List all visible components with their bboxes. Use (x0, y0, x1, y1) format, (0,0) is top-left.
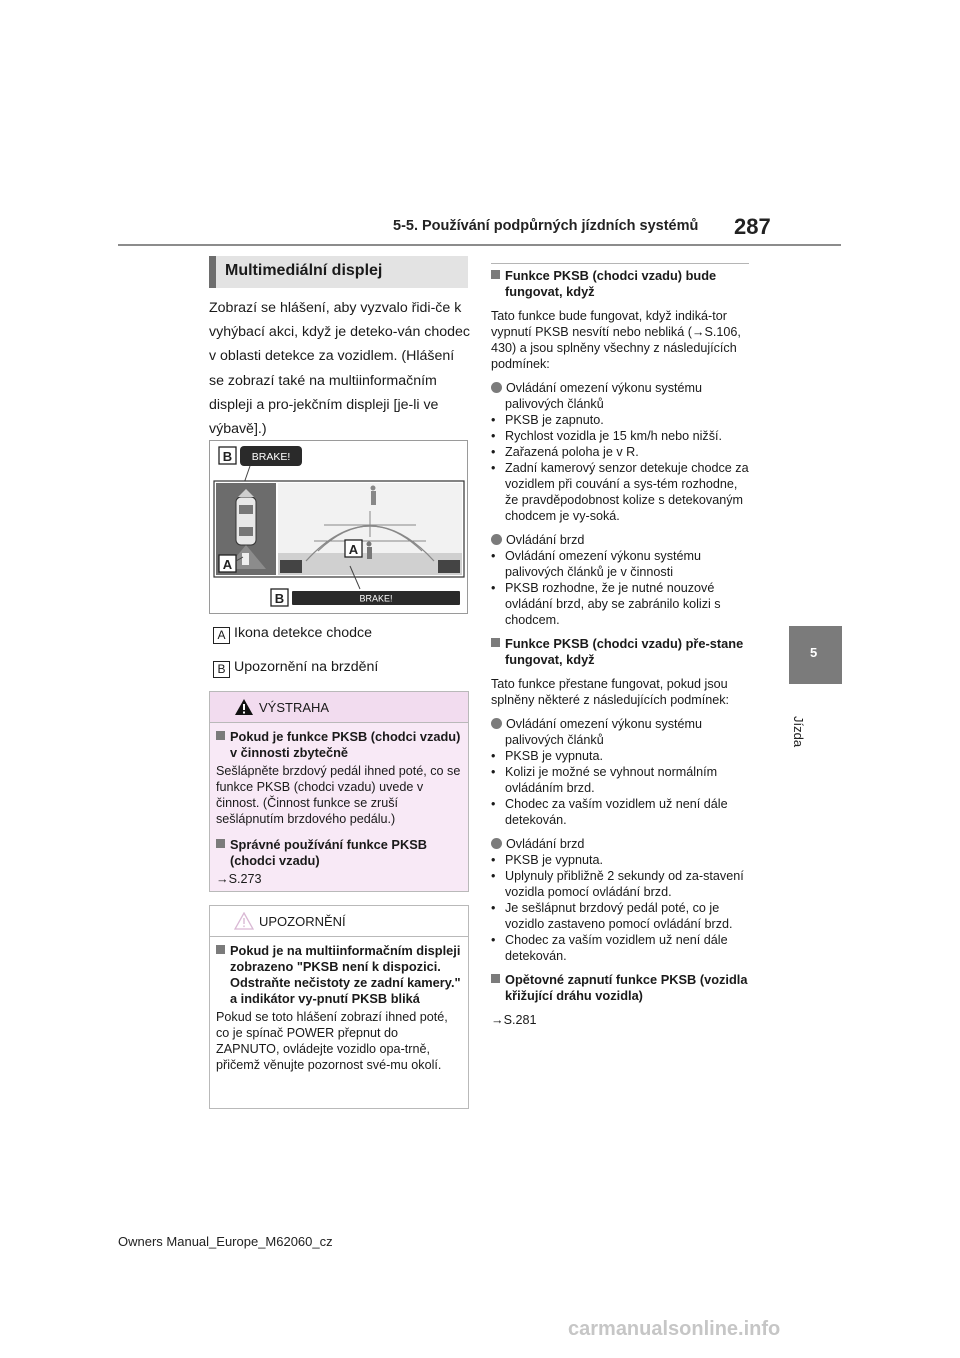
callout-a-right-label: A (348, 542, 359, 557)
header-rule (118, 244, 841, 246)
list-item: • Chodec za vaším vozidlem už není dále detekován. (491, 932, 751, 964)
caution-item-1-heading: Pokud je na multiinformačním displeji zobrazeno "PKSB není k dispozici. Odstraňte nečistoty ze zadní kamery." a indikátor vy-pnutí PKSB bliká (216, 943, 461, 1007)
chapter-label: Jízda (791, 716, 806, 748)
list-item: • PKSB rozhodne, že je nutné nouzové ovládání brzd, aby se zabránilo kolizi s chodcem. (491, 580, 751, 628)
footer-manual-id: Owners Manual_Europe_M62060_cz (118, 1234, 333, 1249)
legend-key-a: A (213, 627, 230, 644)
right-column (491, 268, 751, 1028)
s1-text: Tato funkce bude fungovat, když indiká-tor vypnutí PKSB nesvítí nebo nebliká (→S.106, 430) a jsou splněny všechny z následujících podmínek: (491, 309, 741, 371)
pedestrian-far (371, 486, 376, 491)
caution-triangle-icon (234, 912, 254, 930)
square-bullet-icon (216, 839, 225, 848)
list-item: • PKSB je vypnuta. (491, 748, 751, 764)
legend-item-a (213, 625, 372, 644)
vehicle-top-view (236, 497, 256, 545)
display-illustration (210, 441, 467, 613)
square-bullet-icon (491, 270, 500, 279)
square-bullet-icon (491, 974, 500, 983)
circle-bullet-icon (491, 838, 502, 849)
section-heading (209, 256, 468, 288)
circle-bullet-icon (491, 534, 502, 545)
list-item: • Zadní kamerový senzor detekuje chodce za vozidlem při couvání a sys-tém rozhodne, že pravděpodobnost kolize s detekovaným chodcem je vy-soká. (491, 460, 751, 524)
list-item: • Ovládání omezení výkonu systému palivových článků je v činnosti (491, 548, 751, 580)
s2-heading: Funkce PKSB (chodci vzadu) pře-stane fungovat, když (491, 636, 751, 668)
list-item: • Rychlost vozidla je 15 km/h nebo nižší. (491, 428, 751, 444)
caution-item-1-text: Pokud se toto hlášení zobrazí ihned poté, co je spínač POWER přepnut do ZAPNUTO, ovládejte vozidlo opa-trně, přičemž věnujte pozornost své-mu okolí. (216, 1010, 448, 1072)
warning-box (209, 691, 469, 892)
caution-box (209, 905, 469, 1109)
pedestrian-top (242, 553, 249, 565)
s2-group1-title: Ovládání omezení výkonu systému palivových článků (491, 716, 751, 748)
callout-b-top-label: B (222, 449, 233, 464)
warning-item-1-heading: Pokud je funkce PKSB (chodci vzadu) v činnosti zbytečně (216, 729, 461, 761)
s3-heading: Opětovné zapnutí funkce PKSB (vozidla křižující dráhu vozidla) (491, 972, 751, 1004)
s1-group1-title: Ovládání omezení výkonu systému palivových článků (491, 380, 751, 412)
legend-item-b (213, 659, 378, 678)
list-item: • Je sešlápnut brzdový pedál poté, co je vozidlo zastaveno pomocí ovládání brzd. (491, 900, 751, 932)
s2-group2-title: Ovládání brzd (491, 836, 751, 852)
square-bullet-icon (216, 945, 225, 954)
s2-text: Tato funkce přestane fungovat, pokud jsou splněny některé z následujících podmínek: (491, 677, 730, 707)
warning-triangle-icon (234, 698, 254, 716)
caution-title: UPOZORNĚNÍ (259, 914, 346, 929)
list-item: • Uplynuly přibližně 2 sekundy od za-stavení vozidla pomocí ovládání brzd. (491, 868, 751, 900)
warning-item-2-text: →S.273 (216, 872, 262, 886)
intro-paragraph: Zobrazí se hlášení, aby vyzvalo řidi-če k vyhýbací akci, když je deteko-ván chodec v oblasti detekce za vozidlem. (Hlášení se zobrazí také na multiinformačním displeji a pro-jekčním displeji [je-li ve výbavě].) (209, 300, 471, 438)
s1-heading: Funkce PKSB (chodci vzadu) bude fungovat, když (491, 268, 751, 300)
pedestrian-near (367, 542, 372, 547)
callout-a-left-label: A (222, 557, 233, 572)
legend-text-a: Ikona detekce chodce (234, 625, 373, 641)
chapter-label-wrap (791, 716, 837, 748)
brake-banner-top-text: BRAKE! (251, 451, 291, 463)
warning-title: VÝSTRAHA (259, 700, 330, 715)
warning-item-2-heading: Správné používání funkce PKSB (chodci vzadu) (216, 837, 461, 869)
warning-item-1-text: Sešlápněte brzdový pedál ihned poté, co se funkce PKSB (chodci vzadu) uvede v činnost. (Činnost funkce se zruší sešlápnutím brzdového pedálu.) (216, 764, 461, 826)
warning-body (210, 723, 468, 891)
square-bullet-icon (216, 731, 225, 740)
circle-bullet-icon (491, 718, 502, 729)
circle-bullet-icon (491, 382, 502, 393)
list-item: • Kolizi je možné se vyhnout normálním ovládáním brzd. (491, 764, 751, 796)
display-figure (209, 440, 468, 614)
list-item: • Chodec za vaším vozidlem už není dále detekován. (491, 796, 751, 828)
settings-icon (438, 560, 460, 573)
watermark: carmanualsonline.info (568, 1318, 781, 1340)
callout-b-bottom-label: B (274, 591, 285, 606)
section-heading-text: Multimediální displej (225, 262, 383, 279)
running-header-title: 5-5. Používání podpůrných jízdních systémů (393, 218, 699, 234)
camera-mode-icon (280, 560, 302, 573)
list-item: • Zařazená poloha je v R. (491, 444, 751, 460)
page-number: 287 (734, 214, 771, 239)
chapter-number: 5 (810, 645, 818, 660)
caution-body (210, 937, 468, 1081)
square-bullet-icon (491, 638, 500, 647)
legend-text-b: Upozornění na brzdění (234, 659, 379, 675)
s3-reference: →S.281 (491, 1013, 537, 1027)
s1-group2-title: Ovládání brzd (491, 532, 751, 548)
legend-key-b: B (213, 661, 230, 678)
list-item: • PKSB je zapnuto. (491, 412, 751, 428)
brake-banner-bottom-text: BRAKE! (359, 593, 393, 604)
list-item: • PKSB je vypnuta. (491, 852, 751, 868)
right-column-rule (491, 263, 749, 264)
warning-header (210, 692, 468, 723)
caution-header (210, 906, 468, 937)
